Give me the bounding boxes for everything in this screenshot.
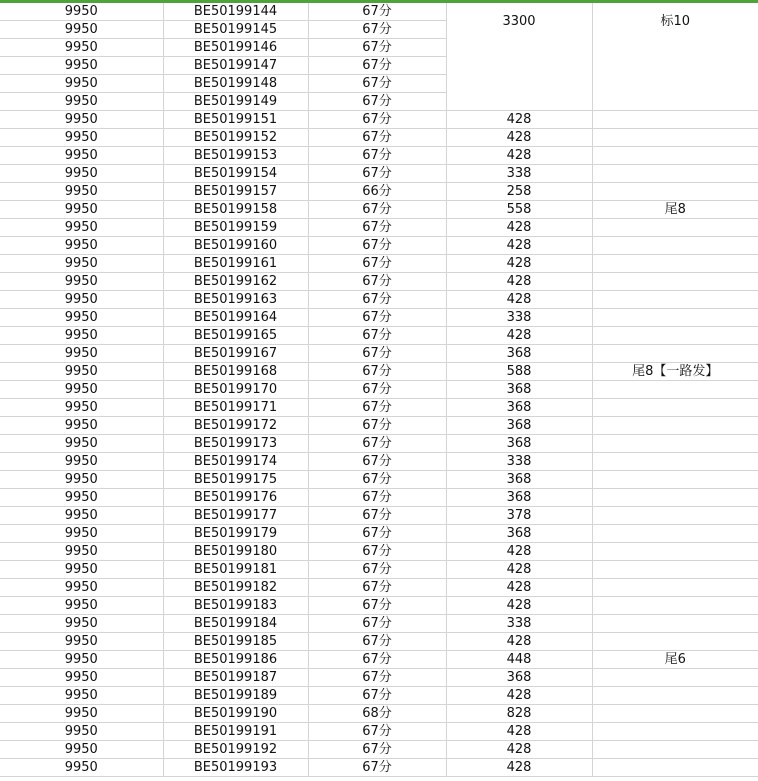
cell-score[interactable]: 67分 — [308, 345, 446, 363]
cell-amount[interactable]: 428 — [446, 327, 592, 345]
cell-amount[interactable]: 428 — [446, 291, 592, 309]
cell-price[interactable]: 9950 — [0, 75, 163, 93]
table-row — [0, 633, 758, 651]
table-row — [0, 291, 758, 309]
cell-amount[interactable]: 368 — [446, 381, 592, 399]
cell-serial[interactable]: BE50199179 — [163, 525, 308, 543]
cell-price[interactable]: 9950 — [0, 579, 163, 597]
cell-tag[interactable]: 尾8 — [592, 201, 758, 219]
table-row — [0, 705, 758, 723]
cell-amount[interactable]: 368 — [446, 471, 592, 489]
cell-serial[interactable]: BE50199176 — [163, 489, 308, 507]
cell-score[interactable]: 67分 — [308, 597, 446, 615]
table-row — [0, 561, 758, 579]
cell-score[interactable]: 67分 — [308, 669, 446, 687]
cell-score[interactable]: 67分 — [308, 489, 446, 507]
cell-amount[interactable]: 368 — [446, 417, 592, 435]
cell-amount[interactable]: 368 — [446, 669, 592, 687]
cell-tag[interactable] — [592, 165, 758, 183]
cell-tag[interactable] — [592, 147, 758, 165]
cell-price[interactable]: 9950 — [0, 417, 163, 435]
cell-amount[interactable]: 258 — [446, 183, 592, 201]
table-row — [0, 507, 758, 525]
cell-serial[interactable]: BE50199165 — [163, 327, 308, 345]
cell-serial[interactable]: BE50199153 — [163, 147, 308, 165]
cell-price[interactable]: 9950 — [0, 669, 163, 687]
cell-tag[interactable] — [592, 291, 758, 309]
cell-serial[interactable]: BE50199159 — [163, 219, 308, 237]
cell-score[interactable]: 67分 — [308, 471, 446, 489]
cell-score[interactable]: 67分 — [308, 435, 446, 453]
cell-amount[interactable]: 428 — [446, 219, 592, 237]
cell-serial[interactable]: BE50199185 — [163, 633, 308, 651]
table-row — [0, 453, 758, 471]
cell-price[interactable]: 9950 — [0, 597, 163, 615]
cell-serial[interactable]: BE50199148 — [163, 75, 308, 93]
cell-score[interactable]: 67分 — [308, 723, 446, 741]
cell-amount[interactable]: 368 — [446, 435, 592, 453]
cell-price[interactable]: 9950 — [0, 525, 163, 543]
cell-tag[interactable] — [592, 741, 758, 759]
cell-amount[interactable]: 428 — [446, 273, 592, 291]
cell-tag[interactable] — [592, 255, 758, 273]
table-row — [0, 165, 758, 183]
cell-score[interactable]: 67分 — [308, 561, 446, 579]
table-row — [0, 147, 758, 165]
cell-serial[interactable]: BE50199187 — [163, 669, 308, 687]
cell-serial[interactable]: BE50199152 — [163, 129, 308, 147]
cell-serial[interactable]: BE50199149 — [163, 93, 308, 111]
cell-price[interactable]: 9950 — [0, 471, 163, 489]
cell-price[interactable]: 9950 — [0, 399, 163, 417]
cell-serial[interactable]: BE50199154 — [163, 165, 308, 183]
table-row — [0, 417, 758, 435]
cell-score[interactable]: 67分 — [308, 237, 446, 255]
cell-serial[interactable]: BE50199181 — [163, 561, 308, 579]
cell-serial[interactable]: BE50199167 — [163, 345, 308, 363]
cell-tag[interactable] — [592, 669, 758, 687]
cell-tag[interactable] — [592, 543, 758, 561]
cell-amount[interactable]: 428 — [446, 147, 592, 165]
cell-serial[interactable]: BE50199171 — [163, 399, 308, 417]
cell-tag[interactable] — [592, 597, 758, 615]
cell-amount[interactable]: 378 — [446, 507, 592, 525]
table-row — [0, 651, 758, 669]
cell-score[interactable]: 67分 — [308, 291, 446, 309]
cell-price[interactable]: 9950 — [0, 651, 163, 669]
table-row — [0, 489, 758, 507]
cell-price[interactable]: 9950 — [0, 219, 163, 237]
cell-score[interactable]: 67分 — [308, 651, 446, 669]
cell-price[interactable]: 9950 — [0, 183, 163, 201]
cell-price[interactable]: 9950 — [0, 759, 163, 777]
table-row — [0, 399, 758, 417]
cell-serial[interactable]: BE50199164 — [163, 309, 308, 327]
cell-serial[interactable]: BE50199174 — [163, 453, 308, 471]
cell-price[interactable]: 9950 — [0, 237, 163, 255]
cell-score[interactable]: 67分 — [308, 75, 446, 93]
cell-score[interactable]: 67分 — [308, 453, 446, 471]
cell-tag[interactable] — [592, 183, 758, 201]
cell-amount[interactable]: 368 — [446, 525, 592, 543]
cell-score[interactable]: 66分 — [308, 183, 446, 201]
table-row — [0, 471, 758, 489]
cell-tag[interactable] — [592, 237, 758, 255]
table-row — [0, 129, 758, 147]
cell-tag[interactable] — [592, 273, 758, 291]
cell-score[interactable]: 67分 — [308, 93, 446, 111]
table-row — [0, 759, 758, 777]
cell-price[interactable]: 9950 — [0, 93, 163, 111]
cell-serial[interactable]: BE50199192 — [163, 741, 308, 759]
cell-serial[interactable]: BE50199160 — [163, 237, 308, 255]
cell-tag[interactable] — [592, 561, 758, 579]
cell-score[interactable]: 67分 — [308, 741, 446, 759]
cell-amount[interactable]: 828 — [446, 705, 592, 723]
cell-price[interactable]: 9950 — [0, 615, 163, 633]
cell-serial[interactable]: BE50199177 — [163, 507, 308, 525]
cell-amount[interactable]: 448 — [446, 651, 592, 669]
cell-price[interactable]: 9950 — [0, 273, 163, 291]
cell-serial[interactable]: BE50199180 — [163, 543, 308, 561]
cell-serial[interactable]: BE50199161 — [163, 255, 308, 273]
cell-serial[interactable]: BE50199191 — [163, 723, 308, 741]
cell-score[interactable]: 67分 — [308, 579, 446, 597]
cell-amount[interactable]: 338 — [446, 309, 592, 327]
cell-price[interactable]: 9950 — [0, 21, 163, 39]
cell-amount[interactable]: 428 — [446, 579, 592, 597]
cell-score[interactable]: 67分 — [308, 417, 446, 435]
cell-price[interactable]: 9950 — [0, 147, 163, 165]
cell-tag[interactable] — [592, 327, 758, 345]
cell-serial[interactable]: BE50199172 — [163, 417, 308, 435]
cell-serial[interactable]: BE50199163 — [163, 291, 308, 309]
table-row — [0, 741, 758, 759]
cell-score[interactable]: 67分 — [308, 255, 446, 273]
cell-price[interactable]: 9950 — [0, 723, 163, 741]
cell-serial[interactable]: BE50199190 — [163, 705, 308, 723]
cell-score[interactable]: 67分 — [308, 633, 446, 651]
cell-serial[interactable]: BE50199175 — [163, 471, 308, 489]
table-row — [0, 435, 758, 453]
cell-tag[interactable] — [592, 219, 758, 237]
cell-price[interactable]: 9950 — [0, 687, 163, 705]
table-row — [0, 579, 758, 597]
cell-score[interactable]: 67分 — [308, 147, 446, 165]
table-row — [0, 237, 758, 255]
table-row — [0, 381, 758, 399]
cell-amount[interactable]: 428 — [446, 687, 592, 705]
cell-tag[interactable] — [592, 435, 758, 453]
cell-price[interactable]: 9950 — [0, 57, 163, 75]
cell-tag[interactable] — [592, 129, 758, 147]
cell-tag[interactable] — [592, 399, 758, 417]
cell-price[interactable]: 9950 — [0, 507, 163, 525]
cell-price[interactable]: 9950 — [0, 633, 163, 651]
table-row — [0, 723, 758, 741]
cell-score[interactable]: 67分 — [308, 111, 446, 129]
cell-tag[interactable] — [592, 111, 758, 129]
table-row — [0, 615, 758, 633]
cell-price[interactable]: 9950 — [0, 201, 163, 219]
table-row — [0, 345, 758, 363]
table-row — [0, 669, 758, 687]
cell-score[interactable]: 67分 — [308, 381, 446, 399]
cell-score[interactable]: 67分 — [308, 39, 446, 57]
table-row — [0, 183, 758, 201]
cell-tag[interactable]: 尾6 — [592, 651, 758, 669]
cell-serial[interactable]: BE50199189 — [163, 687, 308, 705]
cell-tag[interactable] — [592, 633, 758, 651]
cell-amount[interactable]: 368 — [446, 399, 592, 417]
cell-tag[interactable] — [592, 417, 758, 435]
cell-serial[interactable]: BE50199173 — [163, 435, 308, 453]
cell-tag[interactable] — [592, 345, 758, 363]
cell-amount[interactable]: 588 — [446, 363, 592, 381]
cell-amount[interactable]: 368 — [446, 345, 592, 363]
cell-score[interactable]: 67分 — [308, 201, 446, 219]
cell-serial[interactable]: BE50199168 — [163, 363, 308, 381]
cell-score[interactable]: 67分 — [308, 57, 446, 75]
cell-score[interactable]: 67分 — [308, 363, 446, 381]
cell-tag[interactable] — [592, 489, 758, 507]
cell-score[interactable]: 67分 — [308, 759, 446, 777]
cell-serial[interactable]: BE50199147 — [163, 57, 308, 75]
cell-price[interactable]: 9950 — [0, 39, 163, 57]
cell-amount-merged[interactable]: 3300 — [446, 3, 592, 111]
cell-score[interactable]: 67分 — [308, 507, 446, 525]
cell-score[interactable]: 67分 — [308, 273, 446, 291]
cell-amount[interactable]: 428 — [446, 759, 592, 777]
cell-amount[interactable]: 338 — [446, 453, 592, 471]
table-row — [0, 111, 758, 129]
cell-price[interactable]: 9950 — [0, 489, 163, 507]
cell-price[interactable]: 9950 — [0, 561, 163, 579]
cell-amount[interactable]: 428 — [446, 237, 592, 255]
cell-serial[interactable]: BE50199158 — [163, 201, 308, 219]
cell-score[interactable]: 67分 — [308, 525, 446, 543]
cell-tag[interactable] — [592, 507, 758, 525]
cell-price[interactable]: 9950 — [0, 309, 163, 327]
cell-price[interactable]: 9950 — [0, 363, 163, 381]
cell-score[interactable]: 68分 — [308, 705, 446, 723]
cell-tag[interactable] — [592, 579, 758, 597]
table-row — [0, 3, 758, 21]
cell-score[interactable]: 67分 — [308, 219, 446, 237]
cell-price[interactable]: 9950 — [0, 543, 163, 561]
cell-tag[interactable]: 尾8【一路发】 — [592, 363, 758, 381]
table-row — [0, 255, 758, 273]
cell-price[interactable]: 9950 — [0, 291, 163, 309]
table-row — [0, 201, 758, 219]
cell-amount[interactable]: 428 — [446, 111, 592, 129]
cell-score[interactable]: 67分 — [308, 687, 446, 705]
cell-price[interactable]: 9950 — [0, 129, 163, 147]
cell-tag[interactable] — [592, 453, 758, 471]
cell-serial[interactable]: BE50199186 — [163, 651, 308, 669]
cell-tag[interactable] — [592, 525, 758, 543]
table-row — [0, 525, 758, 543]
cell-amount[interactable]: 428 — [446, 723, 592, 741]
cell-tag[interactable] — [592, 615, 758, 633]
table-row — [0, 309, 758, 327]
cell-serial[interactable]: BE50199157 — [163, 183, 308, 201]
cell-price[interactable]: 9950 — [0, 3, 163, 21]
cell-amount[interactable]: 428 — [446, 741, 592, 759]
cell-amount[interactable]: 558 — [446, 201, 592, 219]
cell-tag[interactable] — [592, 471, 758, 489]
table-row — [0, 597, 758, 615]
table-row — [0, 687, 758, 705]
cell-serial[interactable]: BE50199144 — [163, 3, 308, 21]
cell-price[interactable]: 9950 — [0, 435, 163, 453]
cell-price[interactable]: 9950 — [0, 111, 163, 129]
cell-amount[interactable]: 428 — [446, 255, 592, 273]
cell-amount[interactable]: 428 — [446, 561, 592, 579]
cell-price[interactable]: 9950 — [0, 255, 163, 273]
cell-price[interactable]: 9950 — [0, 741, 163, 759]
cell-tag[interactable] — [592, 723, 758, 741]
cell-tag[interactable] — [592, 381, 758, 399]
cell-score[interactable]: 67分 — [308, 399, 446, 417]
cell-serial[interactable]: BE50199145 — [163, 21, 308, 39]
table-row — [0, 273, 758, 291]
cell-serial[interactable]: BE50199170 — [163, 381, 308, 399]
cell-score[interactable]: 67分 — [308, 165, 446, 183]
cell-amount[interactable]: 368 — [446, 489, 592, 507]
table-row — [0, 219, 758, 237]
cell-price[interactable]: 9950 — [0, 705, 163, 723]
cell-score[interactable]: 67分 — [308, 3, 446, 21]
cell-tag[interactable] — [592, 759, 758, 777]
cell-amount[interactable]: 428 — [446, 543, 592, 561]
cell-score[interactable]: 67分 — [308, 129, 446, 147]
cell-tag[interactable] — [592, 705, 758, 723]
cell-serial[interactable]: BE50199151 — [163, 111, 308, 129]
cell-amount[interactable]: 428 — [446, 129, 592, 147]
cell-serial[interactable]: BE50199146 — [163, 39, 308, 57]
cell-price[interactable]: 9950 — [0, 381, 163, 399]
cell-price[interactable]: 9950 — [0, 327, 163, 345]
cell-amount[interactable]: 428 — [446, 597, 592, 615]
cell-amount[interactable]: 428 — [446, 633, 592, 651]
cell-tag[interactable] — [592, 309, 758, 327]
cell-price[interactable]: 9950 — [0, 453, 163, 471]
cell-serial[interactable]: BE50199184 — [163, 615, 308, 633]
cell-amount[interactable]: 338 — [446, 615, 592, 633]
table-row — [0, 327, 758, 345]
cell-tag[interactable] — [592, 687, 758, 705]
cell-serial[interactable]: BE50199182 — [163, 579, 308, 597]
cell-score[interactable]: 67分 — [308, 543, 446, 561]
cell-price[interactable]: 9950 — [0, 165, 163, 183]
cell-price[interactable]: 9950 — [0, 345, 163, 363]
cell-serial[interactable]: BE50199162 — [163, 273, 308, 291]
table-row — [0, 363, 758, 381]
cell-score[interactable]: 67分 — [308, 327, 446, 345]
cell-serial[interactable]: BE50199183 — [163, 597, 308, 615]
cell-serial[interactable]: BE50199193 — [163, 759, 308, 777]
cell-amount[interactable]: 338 — [446, 165, 592, 183]
cell-tag-merged[interactable]: 标10 — [592, 3, 758, 111]
cell-score[interactable]: 67分 — [308, 615, 446, 633]
table-row — [0, 543, 758, 561]
cell-score[interactable]: 67分 — [308, 21, 446, 39]
cell-score[interactable]: 67分 — [308, 309, 446, 327]
spreadsheet-grid — [0, 3, 758, 777]
